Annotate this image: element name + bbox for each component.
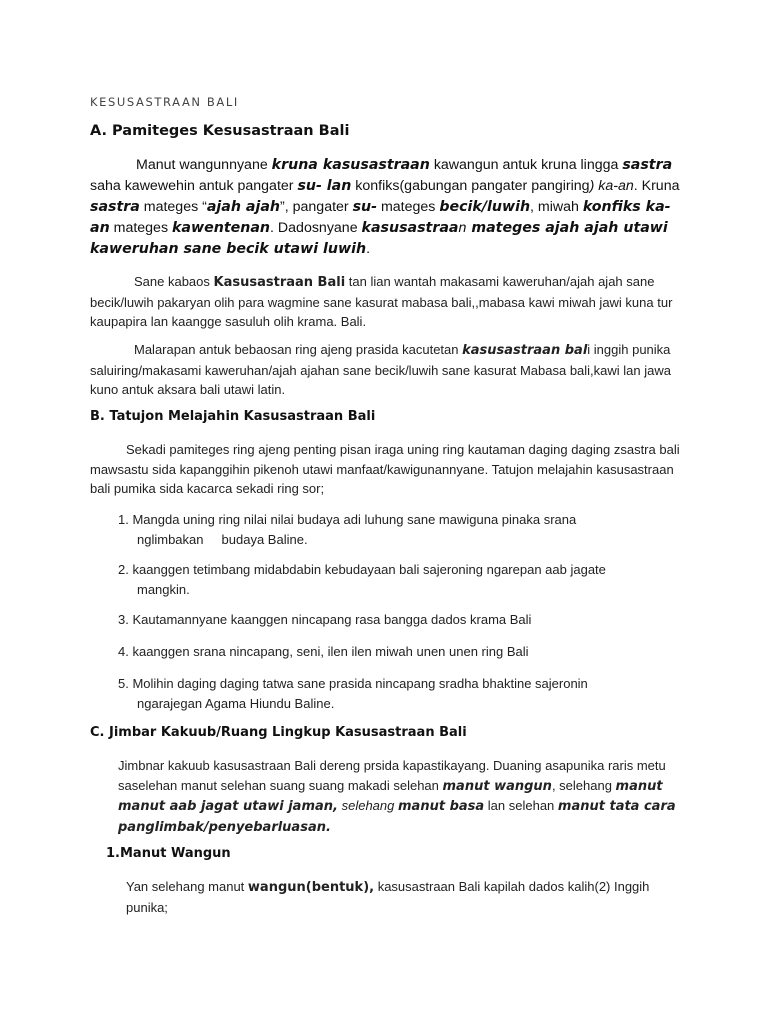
- document-header: KESUSASTRAAN BALI: [90, 95, 239, 109]
- section-a-heading: A. Pamiteges Kesusastraan Bali: [90, 123, 350, 139]
- list-item: 3. Kautamannyane kaanggen nincapang rasa bangga dados krama Bali: [118, 612, 532, 627]
- section-a-paragraph-1: Manut wangunnyane kruna kasusastraan kawangun antuk kruna lingga sastra saha kawewehin antuk pangater su- lan konfiks(gabungan pangater pangiring) ka-an. Kruna sastra mateges “ajah ajah”, pangater su- mateges becik/luwih, miwah konfiks ka-an mateges kawentenan. Dadosnyane kasusastraan mateges ajah ajah utawi kaweruhan sane becik utawi luwih.: [90, 157, 680, 257]
- list-item: 4. kaanggen srana nincapang, seni, ilen ilen miwah unen unen ring Bali: [118, 644, 529, 659]
- list-item: 5. Molihin daging daging tatwa sane prasida nincapang sradha bhaktine sajeronin ngarajegan Agama Hiundu Baline.: [118, 676, 588, 711]
- section-c-heading: C. Jimbar Kakuub/Ruang Lingkup Kasusastraan Bali: [90, 725, 467, 740]
- section-a-paragraph-3: Malarapan antuk bebaosan ring ajeng prasida kacutetan kasusastraan bali inggih punika saluiring/makasami kaweruhan/ajah ajahan sane becik/luwih sane kasurat Mabasa bali,kawi lan jawa kuno antuk aksara bali utawi latin.: [90, 342, 671, 397]
- section-b-paragraph: Sekadi pamiteges ring ajeng penting pisan iraga uning ring kautaman daging daging zsastra bali mawsastu sida kapanggihin pikenoh utawi manfaat/kawigunannyane. Tatujon melajahin kasusastraan bali pumika sida kacarca sekadi ring sor;: [90, 442, 680, 496]
- sub-heading-manut-wangun: 1.Manut Wangun: [106, 846, 231, 861]
- section-c-paragraph: Jimbnar kakuub kasusastraan Bali dereng prsida kapastikayang. Duaning asapunika raris metu saselehan manut selehan suang suang makadi selehan manut wangun, selehang manut manut aab jagat utawi jaman, selehang manut basa lan selehan manut tata cara panglimbak/penyebarluasan.: [118, 758, 676, 835]
- manut-wangun-paragraph: Yan selehang manut wangun(bentuk), kasusastraan Bali kapilah dados kalih(2) Inggih punika;: [126, 879, 650, 915]
- list-item: 1. Mangda uning ring nilai nilai budaya adi luhung sane mawiguna pinaka srana nglimbakan budaya Baline.: [118, 512, 577, 547]
- section-a-paragraph-2: Sane kabaos Kasusastraan Bali tan lian wantah makasami kaweruhan/ajah ajah sane becik/luwih pakaryan olih para wagmine sane kasurat mabasa bali,,mabasa kawi miwah jawi kuna tur kaupapira lan kaangge sasuluh olih krama. Bali.: [90, 274, 673, 329]
- list-item: 2. kaanggen tetimbang midabdabin kebudayaan bali sajeroning ngarepan aab jagate mangkin.: [118, 562, 606, 597]
- section-b-heading: B. Tatujon Melajahin Kasusastraan Bali: [90, 409, 376, 424]
